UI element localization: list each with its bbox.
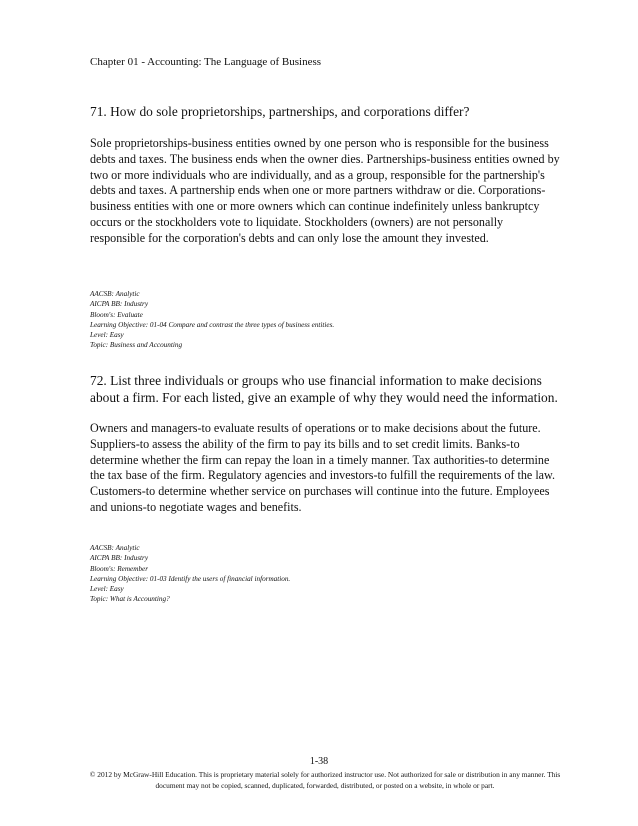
copyright-notice: © 2012 by McGraw-Hill Education. This is proprietary material solely for authorized instructor use. Not authorized for sale or distribution in any manner. This document may not be copied, scanned, duplicated, forwarded, distributed, or posted on a website, in whole or part. [89,770,561,790]
question-71-prompt: 71. How do sole proprietorships, partnerships, and corporations differ? [90,104,470,119]
blooms-tag: Bloom's: Remember [90,564,149,573]
aicpa-tag: AICPA BB: Industry [90,554,149,563]
topic-tag: Topic: Business and Accounting [90,341,183,350]
level-tag: Level: Easy [90,331,124,340]
aicpa-tag: AICPA BB: Industry [90,300,149,309]
question-71-metadata [90,289,560,351]
page-number: 1-38 [309,756,329,767]
question-72-prompt: 72. List three individuals or groups who use financial information to make decisions about a firm. For each listed, give an example of why they would need the information. [90,373,558,405]
learning-objective: Learning Objective: 01-03 Identify the users of financial information. [90,574,291,583]
question-71-answer: Sole proprietorships-business entities owned by one person who is responsible for the business debts and taxes. The business ends when the owner dies. Partnerships-business entities owned by two or more individuals who are individually, and as a group, responsible for the partnership's debts and taxes. A partnership ends when one or more partners withdraw or die. Corporations-business entities with one or more owners which can continue indefinitely unless bankruptcy occurs or the stockholders vote to liquidate. Stockholders (owners) are not personally responsible for the corporation's debts and can only lose the amount they invested. [90,136,560,245]
aacsb-tag: AACSB: Analytic [90,544,140,552]
blooms-tag: Bloom's: Evaluate [90,310,143,319]
topic-tag: Topic: What is Accounting? [90,595,170,604]
question-72-answer: Owners and managers-to evaluate results of operations or to make decisions about the future. Suppliers-to assess the ability of the firm to pay its bills and to set credit limits. Banks-to determine whether the firm can repay the loan in a timely manner. Tax authorities-to determine the tax base of the firm. Regulatory agencies and investors-to fulfill the requirements of the law. Customers-to determine whether service on purchases will continue into the future. Employees and unions-to negotiate wages and benefits. [90,421,556,514]
chapter-header: Chapter 01 - Accounting: The Language of Business [90,56,322,68]
aacsb-tag: AACSB: Analytic [90,290,140,298]
learning-objective: Learning Objective: 01-04 Compare and contrast the three types of business entities. [90,320,335,329]
level-tag: Level: Easy [90,585,124,594]
question-72-metadata [90,543,560,605]
